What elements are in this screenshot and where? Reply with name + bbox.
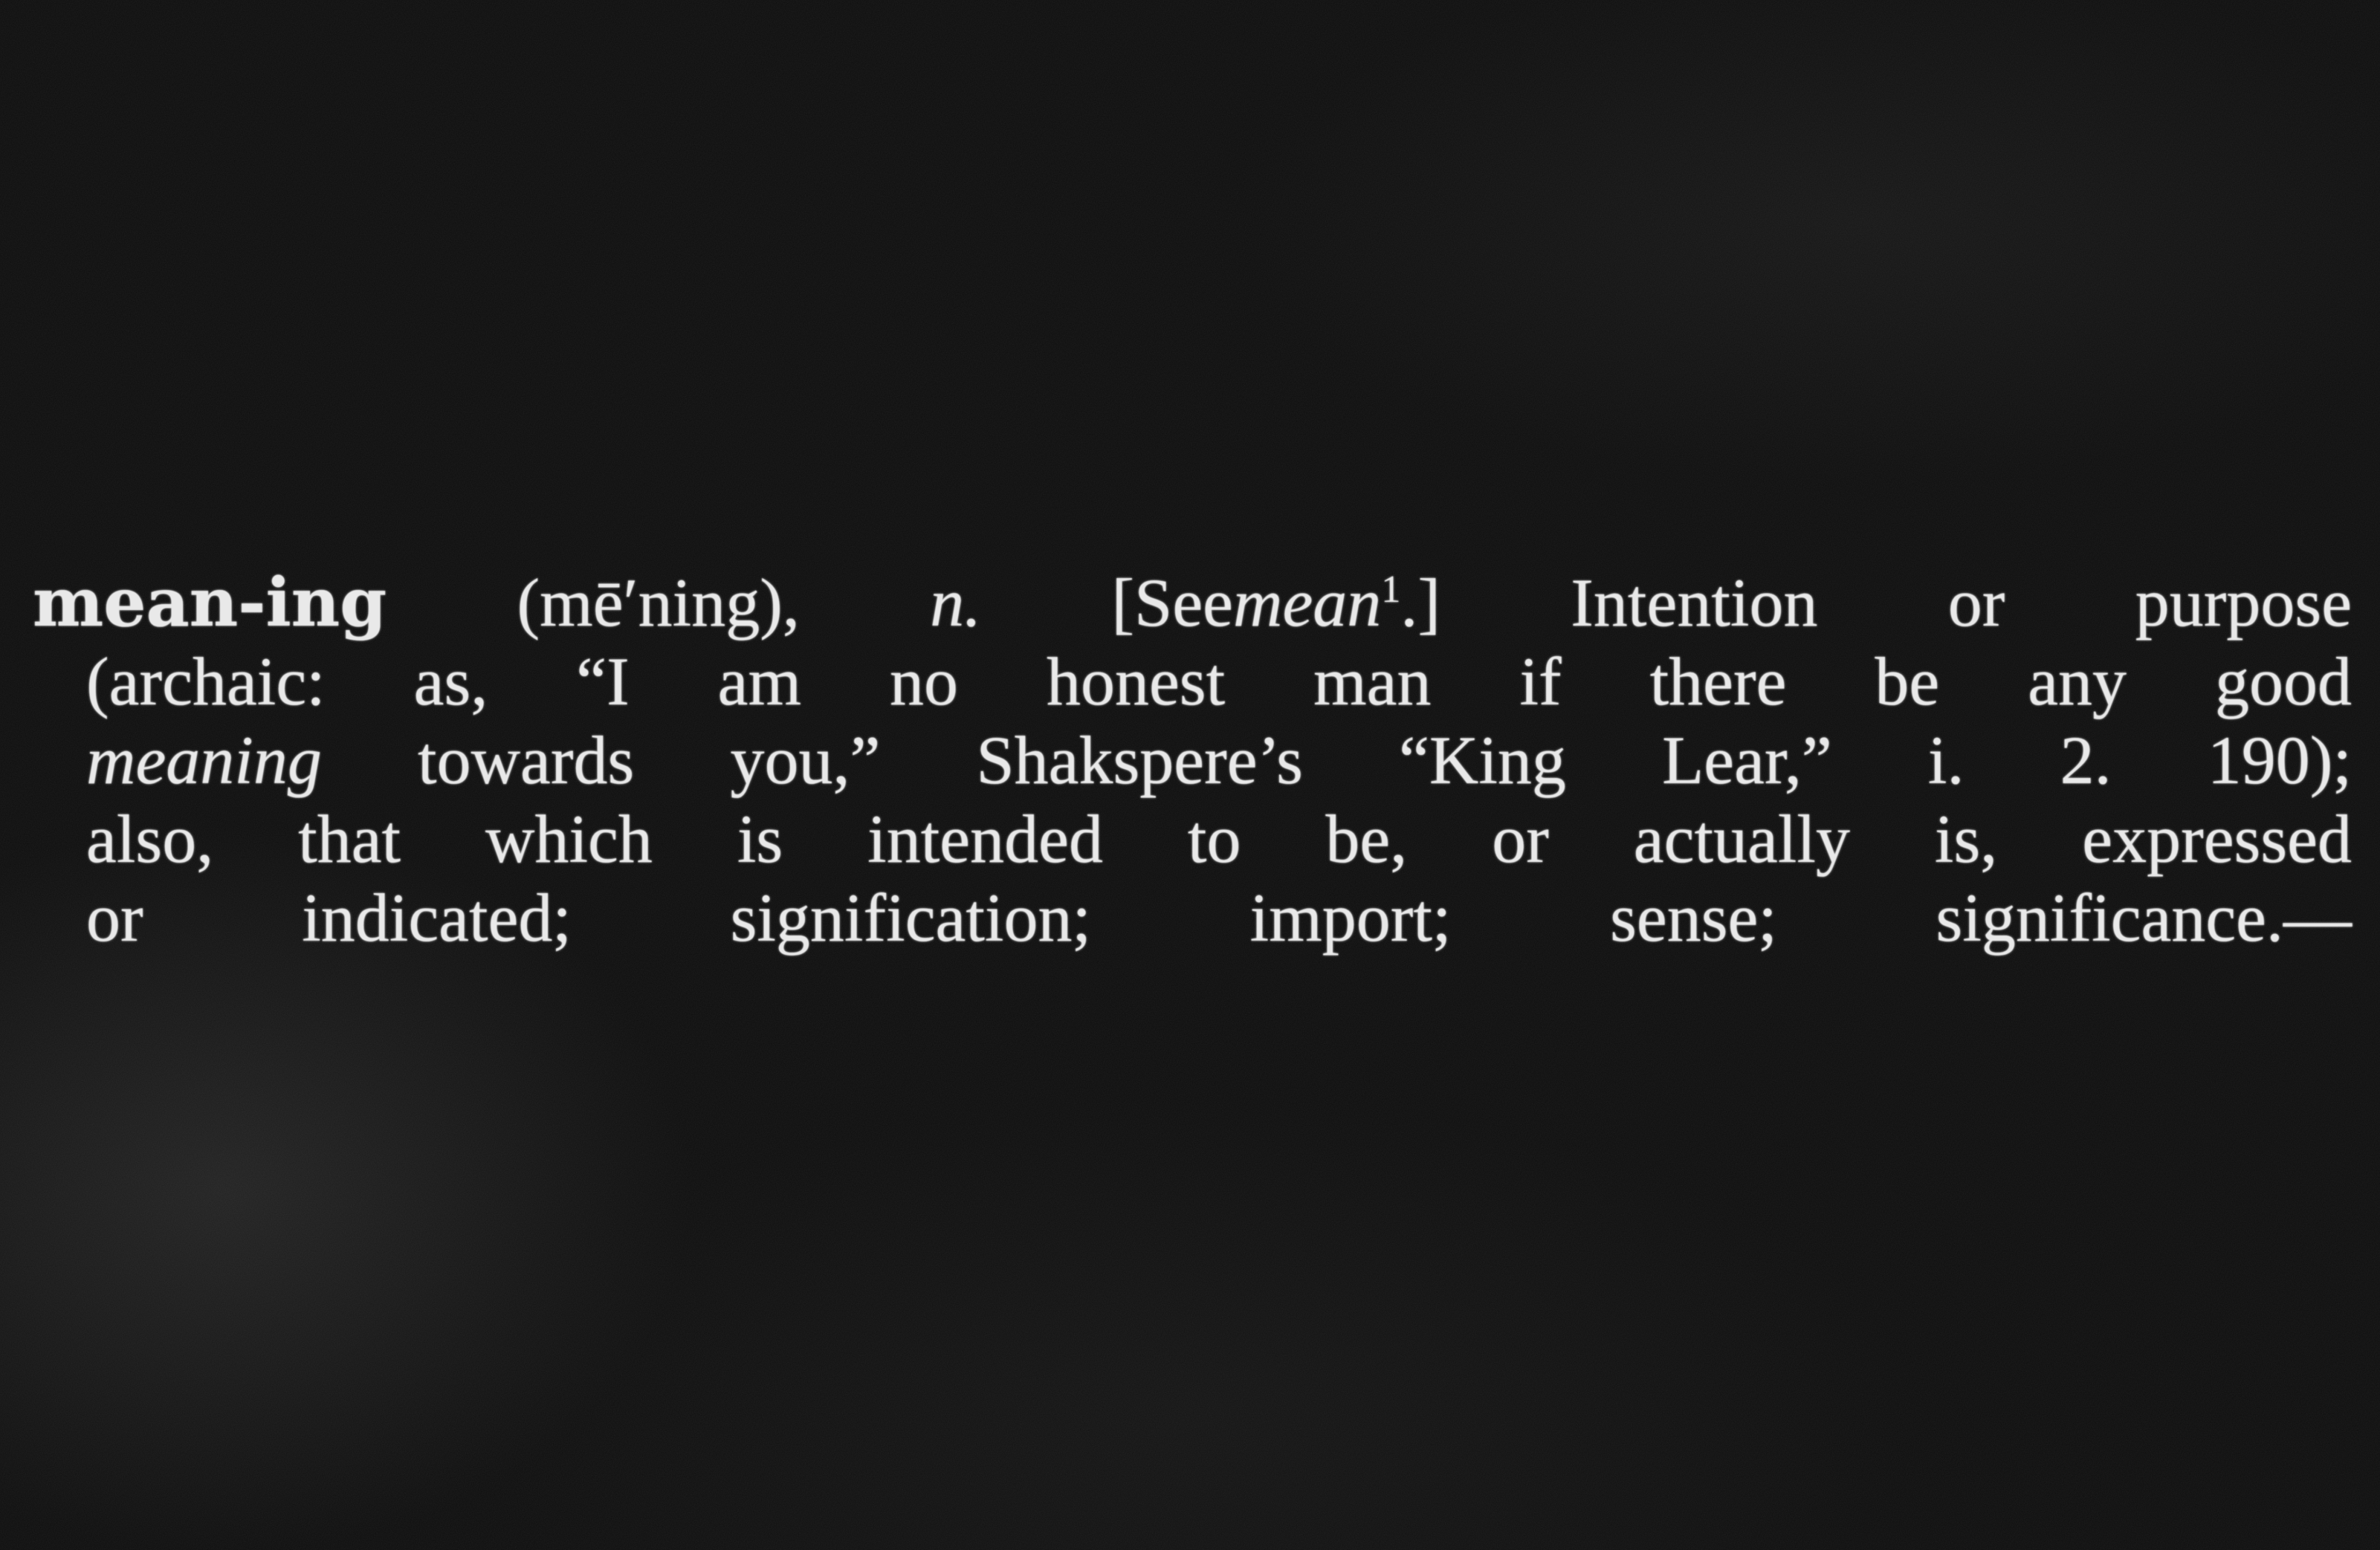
etymology-superscript: 1 [1381,568,1401,611]
etymology-reference: mean [1233,565,1382,641]
quotation-source: towards you,” Shakspere’s “King Lear,” i. 2. 190); [418,722,2352,798]
definition-line-4: also, that which is intended to be, or actually is, expressed [86,801,2352,877]
dictionary-definition [33,563,2352,957]
definition-start: Intention or purpose [1571,565,2352,641]
definition-line-2: (archaic: as, “I am no honest man if there be any good [86,643,2352,719]
etymology-close: .] [1400,565,1440,641]
definition-line-3 [33,721,2352,800]
part-of-speech: n. [930,565,982,641]
italic-example-word: meaning [86,722,322,798]
pronunciation: (mē′ning), [517,565,800,641]
definition-line-5: or indicated; signification; import; sense; significance.— [86,880,2352,956]
definition-line-1 [33,563,2352,642]
etymology-open: [See [1111,565,1234,641]
headword: mean-ing [33,563,387,642]
